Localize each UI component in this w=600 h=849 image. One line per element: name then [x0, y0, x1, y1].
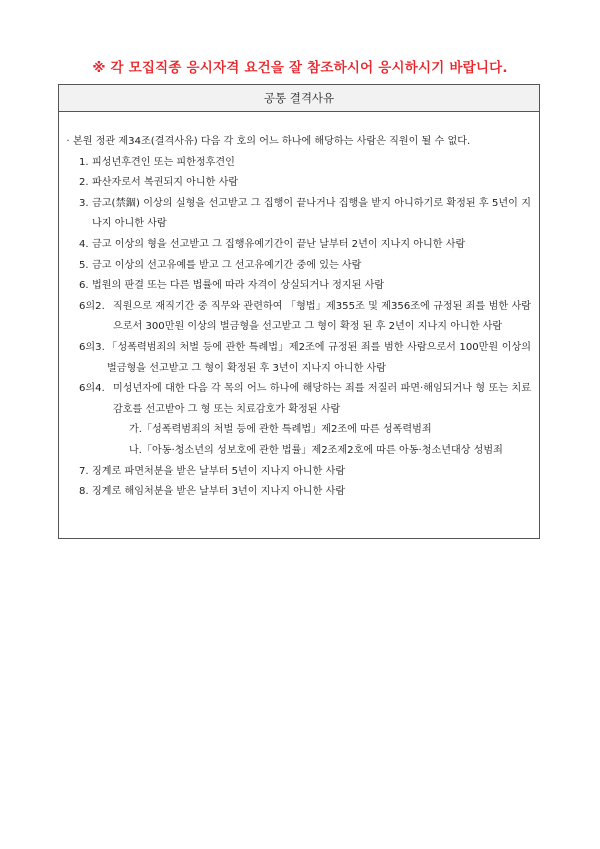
item-text: 직원으로 재직기간 중 직무와 관련하여 「형법」제355조 및 제356조에 규정된 죄를 범한 사람으로서 300만원 이상의 벌금형을 선고받고 그 형이 확정 된 후 2년이 지나지 아니한 사람 [113, 300, 531, 333]
list-item [79, 338, 531, 379]
box-title: 공통 결격사유 [59, 85, 539, 112]
notice-banner: ※ 각 모집직종 응시자격 요건을 잘 참조하시어 응시하시기 바랍니다. [92, 60, 508, 76]
box-content [59, 112, 539, 503]
intro-text: 본원 정관 제34조(결격사유) 다음 각 호의 어느 하나에 해당하는 사람은 직원이 될 수 없다. [73, 136, 471, 147]
item-text: 금고 이상의 형을 선고받고 그 집행유예기간이 끝난 날부터 2년이 지나지 아니한 사람 [92, 238, 466, 250]
item-number: 6의4. [79, 383, 105, 395]
item-number: 6. [79, 280, 89, 292]
item-number: 3. [79, 197, 89, 209]
item-text: 피성년후견인 또는 피한정후견인 [92, 156, 235, 168]
list-item [79, 153, 531, 174]
item-text: 징계로 해임처분을 받은 날부터 3년이 지나지 아니한 사람 [92, 486, 346, 498]
item-number: 8. [79, 486, 89, 498]
intro-bullet: · [66, 136, 70, 147]
disqualification-box [58, 84, 540, 539]
list-item [79, 276, 531, 297]
item-text: 법원의 판결 또는 다른 법률에 따라 자격이 상실되거나 정지된 사람 [92, 280, 385, 292]
item-number: 6의2. [79, 300, 105, 312]
item-text: 「성폭력범죄의 처벌 등에 관한 특례법」제2조에 규정된 죄를 범한 사람으로서 100만원 이상의 벌금형을 선고받고 그 형이 확정된 후 3년이 지나지 아니한 사람 [107, 341, 531, 374]
item-text: 징계로 파면처분을 받은 날부터 5년이 지나지 아니한 사람 [92, 465, 346, 477]
list-item [79, 482, 531, 503]
sub-item: 가.「성폭력범죄의 처벌 등에 관한 특례법」제2조에 따른 성폭력범죄 [129, 424, 432, 436]
item-number: 1. [79, 156, 89, 168]
item-text: 금고(禁錮) 이상의 실형을 선고받고 그 집행이 끝나거나 집행을 받지 아니하기로 확정된 후 5년이 지나지 아니한 사람 [92, 197, 531, 230]
item-text: 미성년자에 대한 다음 각 목의 어느 하나에 해당하는 죄를 저질러 파면·해임되거나 형 또는 치료감호를 선고받아 그 형 또는 치료감호가 확정된 사람 [113, 383, 531, 415]
item-number: 7. [79, 465, 89, 477]
item-number: 2. [79, 177, 89, 189]
list-item [79, 462, 531, 483]
item-text: 금고 이상의 선고유예를 받고 그 선고유예기간 중에 있는 사람 [92, 259, 362, 271]
item-number: 4. [79, 238, 89, 250]
list-item [79, 194, 531, 235]
item-number: 5. [79, 259, 89, 271]
item-number: 6의3. [79, 341, 105, 353]
list-item [79, 173, 531, 194]
sub-item: 나.「아동·청소년의 성보호에 관한 법률」제2조제2호에 따른 아동·청소년대상 성범죄 [129, 444, 503, 456]
list-item [79, 256, 531, 277]
list-item [79, 235, 531, 256]
list-item [79, 297, 531, 338]
list-item [79, 379, 531, 420]
item-text: 파산자로서 복권되지 아니한 사람 [92, 177, 239, 189]
intro-line [63, 132, 531, 153]
